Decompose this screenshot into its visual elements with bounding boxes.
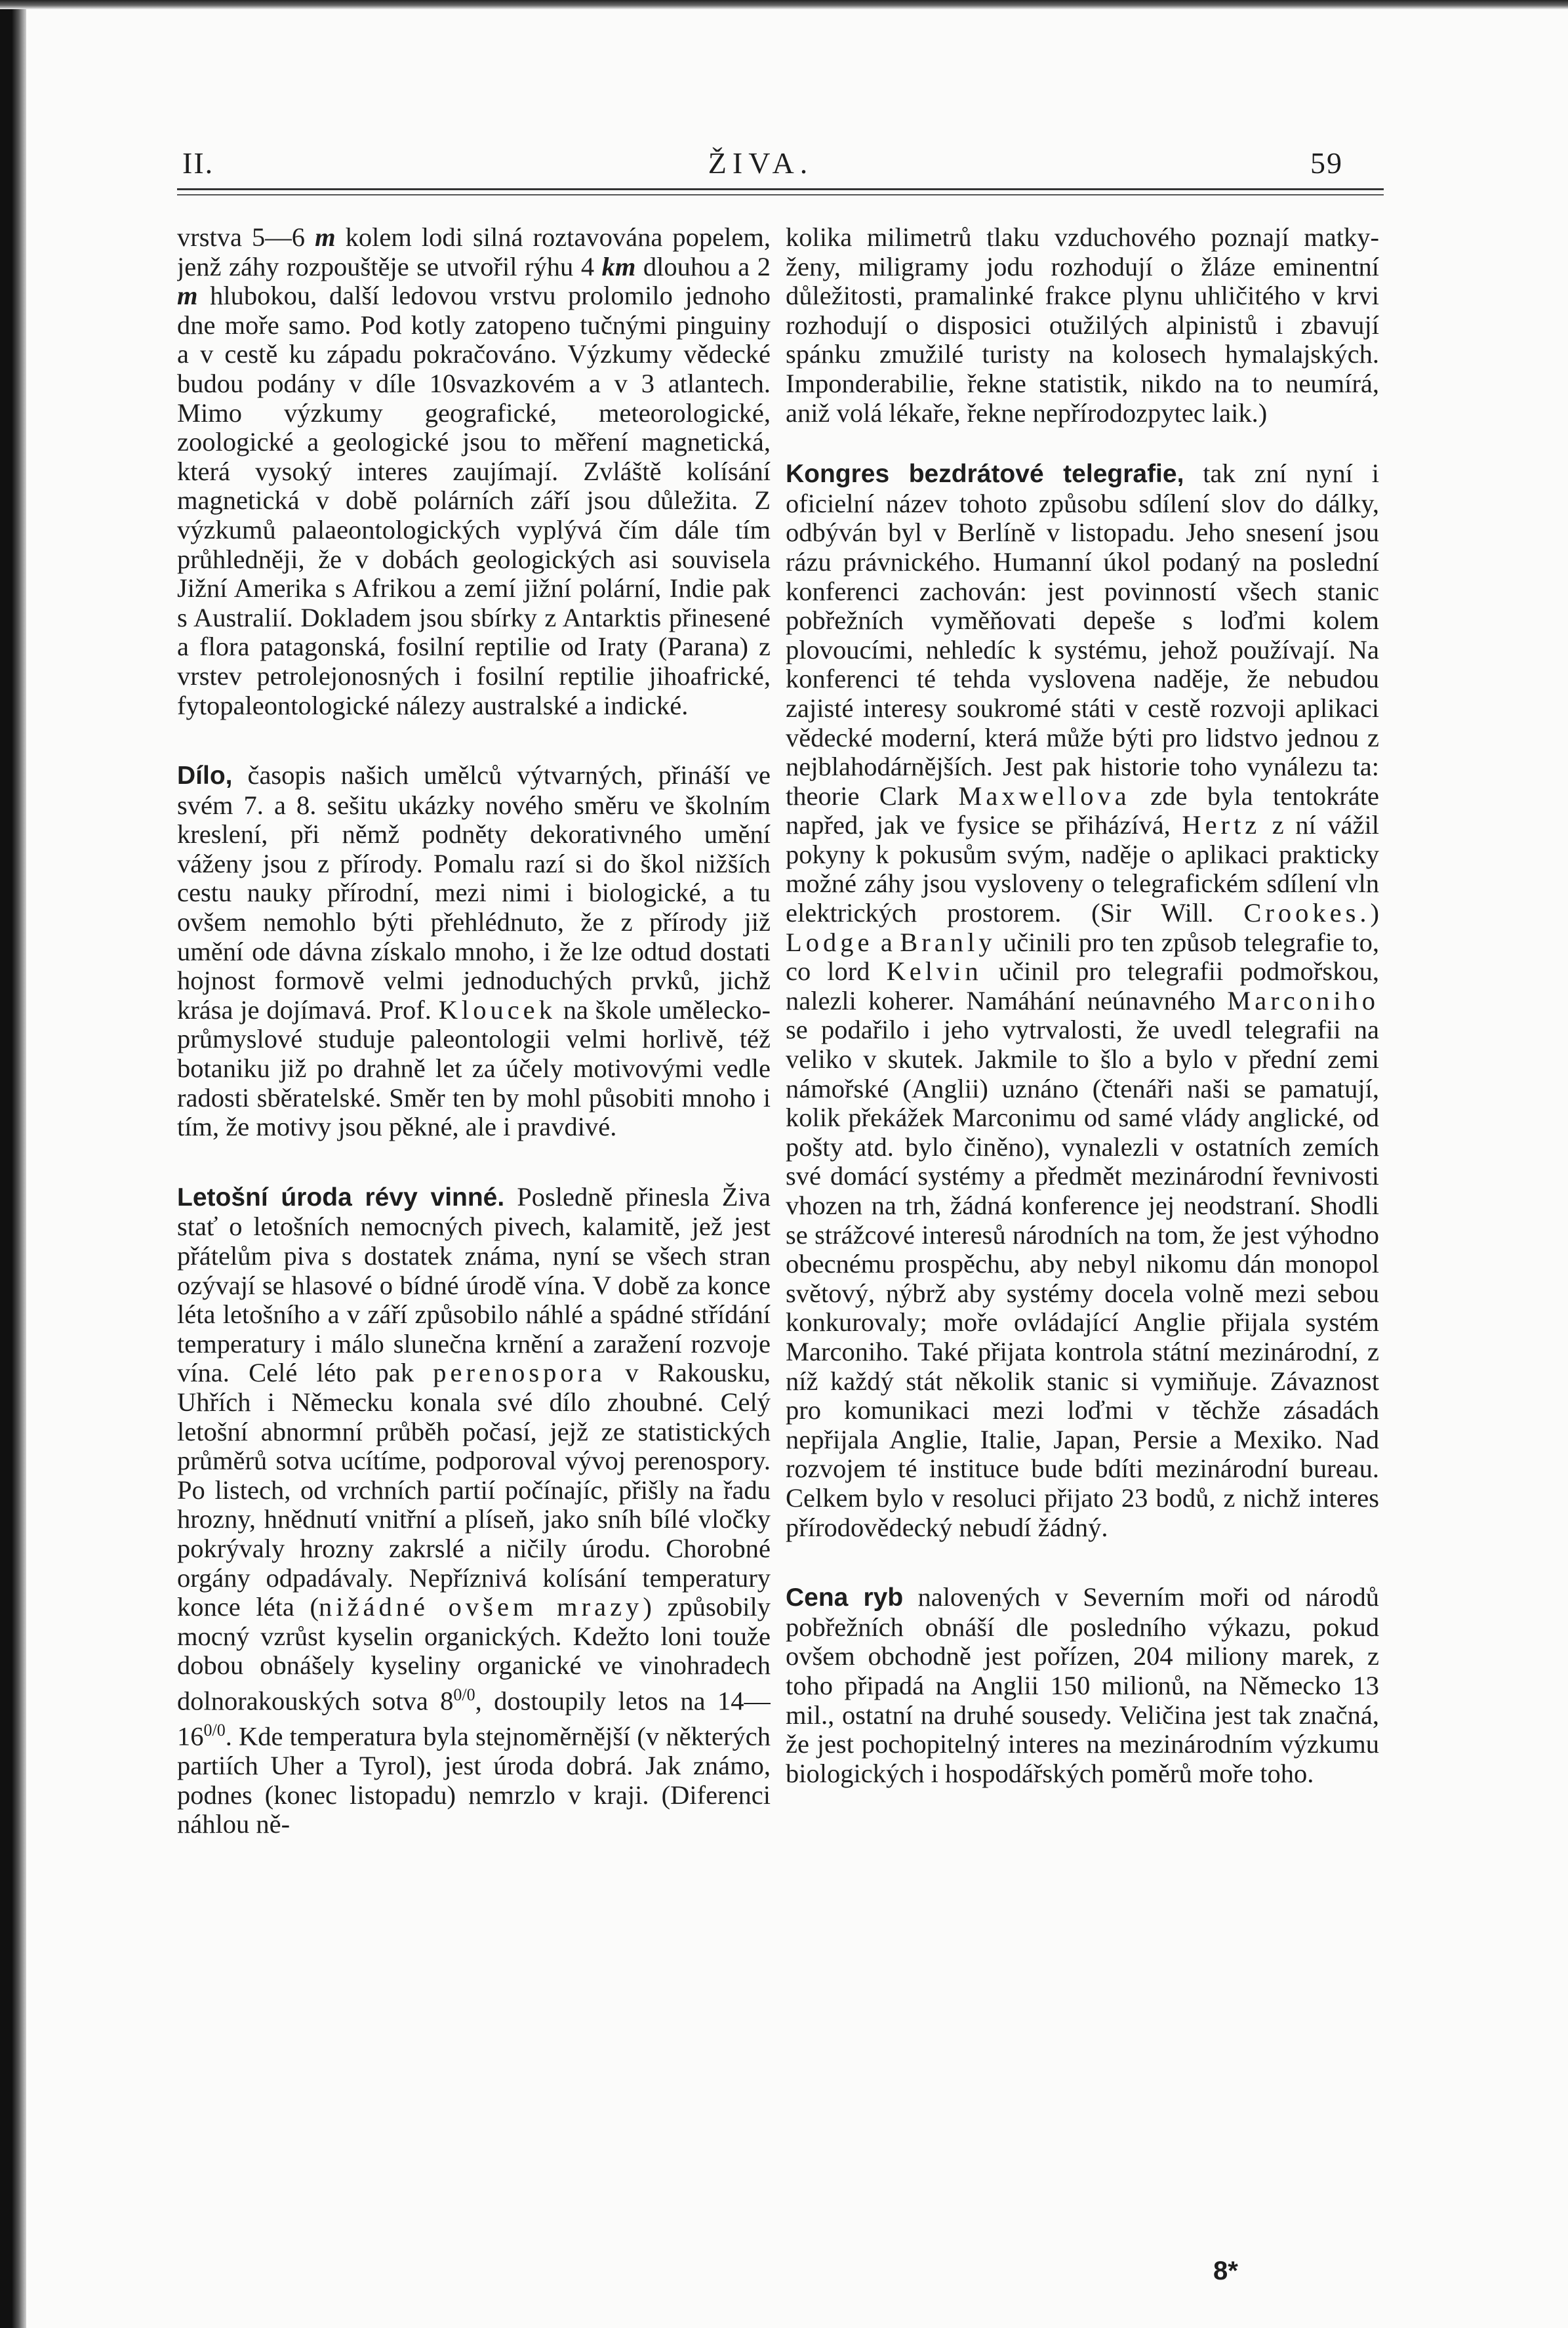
- text-run: zde byla tentokráte napřed, jak ve fysice se přiházívá,: [786, 781, 1379, 840]
- header-rule-bottom: [177, 194, 1384, 195]
- section-heading-wine: Letošní úroda révy vinné.: [177, 1183, 505, 1212]
- text-run: hlubokou, další ledovou vrstvu prolomilo jednoho dne moře samo. Pod kotly zatopeno tučnými pinguiny a v cestě ku západu pokračováno. Výzkumy vědecké budou podány v díle 10svazkovém a v 3 atlantech. Mimo výzkumy geografické, meteorologické, zoologické a geologické jsou to měření magnetická, která vysoký interes zaujímají. Zvláště kolísání magnetická v době polárních září jsou důležita. Z výzkumů palaeontologických vyplývá čím dále tím průhledněji, že v dobách geologických asi souvisela Jižní Amerika s Afrikou a zemí jižní polární, Indie pak s Australií. Dokladem jsou sbírky z Antarktis přinesené a flora patagonská, fosilní reptilie od Iraty (Parana) z vrstev petrolejonosných i fosilní reptilie jihoafrické, fytopaleontologické nálezy australské a indické.: [177, 281, 771, 720]
- text-run: se podařilo i jeho vytrvalosti, že uvedl telegrafii na veliko v skutek. Jakmile to šlo a bylo v přední zemi námořské (Anglii) uznáno (čtenáři naši se pamatují, kolik překážek Marconimu od samé vlády anglické, od pošty atd. bylo činěno), vynalezli v ostatních zemích své domácí systémy a předmět mezinárodní řevnivosti vhozen na trh, žádná konference jej neodstraní. Shodli se strážcové interesů národních na tom, že jest výhodno obecnému prospěchu, aby nebyl nikomu dán monopol světový, nýbrž aby systémy docela volně mezi sebou konkurovaly; moře ovládající Anglie přijala systém Marconiho. Také přijata kontrola státní mezinárodní, z níž každý stát několik stanic si vymiňuje. Závaznost pro komunikaci mezi loďmi v těchže zásadách nepřijala Anglie, Italie, Japan, Persie a Mexiko. Nad rozvojem té instituce bude bdíti mezinárodní bureau. Celkem bylo v resoluci přijato 23 bodů, z nichž interes přírodovědecký nebudí žádný.: [786, 1015, 1379, 1542]
- paragraph-continuation: [786, 223, 1379, 428]
- text-run: učinil pro telegrafii podmořskou, nalezli koherer. Namáhání neúnavného: [786, 956, 1379, 1015]
- section-heading-fish: Cena ryb: [786, 1583, 904, 1612]
- text-run: tak zní nyní i oficielní název tohoto způsobu sdílení slov do dálky, odbýván byl v Berlíně v listopadu. Jeho snesení jsou rázu právnického. Humanní úkol podaný na poslední konferenci zachován: jest povinností všech stanic pobřežních vyměňovati depeše s loďmi kolem plovoucími, nehledíc k systému, jehož používají. Na konferenci té tehda vyslovena naděje, že nebudou zajisté interesy soukromé státi v cestě rozvoji aplikaci vědecké moderní, která může býti pro lidstvo jednou z nejblahodárnějších. Jest pak historie toho vynálezu ta: theorie Clark: [786, 459, 1379, 811]
- paragraph-dilo: [177, 761, 771, 1142]
- scan-edge-left: [0, 0, 26, 2328]
- text-run: na škole umělecko-průmyslové studuje paleontologii velmi horlivě, též botaniku již po drahně let za účely motivovými vedle radosti sběratelské. Směr ten by mohl působiti mnoho i tím, že motivy jsou pěkné, ale i pravdivé.: [177, 994, 771, 1142]
- text-run: v Rakousku, Uhřích i Německu konala své dílo zhoubné. Celý letošní abnormní průběh počasí, jejž ze statistických průměrů sotva ucítíme, podporoval vývoj perenospory. Po listech, od vrchních partií počínajíc, přišly na řadu hrozny, hnědnutí vnitřní a plíseň, jako sníh bílé vločky pokrývaly hrozny zakrslé a ničily úrodu. Chorobné orgány odpadávaly. Nepříznivá kolísání temperatury konce léta (: [177, 1358, 771, 1622]
- text-run: dlouhou a 2: [635, 251, 771, 281]
- text-run: ): [1370, 898, 1379, 928]
- paragraph-wine-harvest: [177, 1183, 771, 1839]
- text-run: nalovených v Severním moři od národů pobřežních obnáší dle posledního výkazu, pokud ovšem obchodně jest pořízen, 204 miliony marek, z toho připadá na Anglii 150 milionů, na Německo 13 mil., ostatní na druhé sousedy. Veličina jest tak značná, že jest pochopitelný interes na mezinárodním výzkumu biologických i hospodářských poměrů moře toho.: [786, 1582, 1379, 1788]
- text-run: vrstva 5—6: [177, 223, 315, 252]
- term-perenospora: perenospora: [433, 1358, 607, 1388]
- paragraph-telegraphy: [786, 459, 1379, 1542]
- scan-edge-top: [0, 0, 1568, 9]
- volume-number: II.: [182, 146, 214, 180]
- text-run: kolika milimetrů tlaku vzduchového poznají matky-ženy, miligramy jodu rozhodují o žláze eminentní důležitosti, pramalinké frakce plynu uhličitého v krvi rozhodují o disposici otužilých alpinistů i zbavují spánku zmužilé turisty na kolosech hymalajských. Imponderabilie, řekne statistik, nikdo na to neumírá, aniž volá lékaře, řekne nepřírodozpytec laik.): [786, 223, 1379, 428]
- person-name-crookes: Crookes.: [1243, 898, 1371, 928]
- person-name-marconi: Marconiho: [1227, 985, 1379, 1015]
- percent-sign: 0/0: [203, 1721, 226, 1740]
- section-heading-dilo: Dílo,: [177, 762, 233, 790]
- section-heading-telegraphy: Kongres bezdrátové telegrafie,: [786, 460, 1184, 489]
- unit-m: m: [315, 223, 336, 252]
- text-run: časopis našich umělců výtvarných, přináší ve svém 7. a 8. sešitu ukázky nového směru ve školním kreslení, při němž podněty dekorativného umění váženy jsou z přírody. Pomalu razí si do škol nižších cestu nauky přírodní, mezi nimi i biologické, a tu ovšem nemohlo býti přehlédnuto, že z přírody již umění ode dávna získalo mnoho, i že lze odtud dostati hojnost formově velmi jednoduchých prvků, jichž krása je dojímavá. Prof.: [177, 760, 771, 1025]
- text-run: kolem lodi silná roztavována popelem, jenž záhy rozpouštěje se utvořil rýhu 4: [177, 223, 771, 281]
- person-name-hertz: Hertz: [1182, 810, 1261, 840]
- text-run: a: [873, 927, 900, 957]
- header-rule-top: [177, 188, 1384, 190]
- left-column: [177, 223, 771, 2217]
- person-name-maxwell: Maxwellova: [958, 781, 1131, 811]
- text-run: , dostoupily letos na 14—16: [177, 1686, 771, 1751]
- text-run: učinili pro ten způsob telegrafie to, co lord: [786, 927, 1379, 987]
- text-run: z ní vážil pokyny k pokusům svým, naděje o aplikaci prakticky možné záhy jsou vysloveny o telegrafickém sdílení vln elektrických prostorem. (Sir Will.: [786, 810, 1379, 928]
- text-run: . Kde temperatura byla stejnoměrnější (v některých partiích Uher a Tyrol), jest úroda dobrá. Jak známo, podnes (konec listopadu) nemrzlo v kraji. (Diferenci náhlou ně-: [177, 1721, 771, 1839]
- person-name-kloucek: Kloucek: [438, 994, 556, 1025]
- text-run: ) způsobily mocný vzrůst kyselin organických. Kdežto loni touže dobou obnášely kyseliny organické ve vinohradech dolnorakouských sotva 8: [177, 1592, 771, 1716]
- person-name-branly: Branly: [900, 927, 996, 957]
- paragraph-antarctic: [177, 223, 771, 720]
- right-column: [786, 223, 1379, 2217]
- page-number: 59: [1310, 146, 1343, 180]
- unit-m: m: [177, 281, 198, 311]
- text-run: Posledně přinesla Živa stať o letošních nemocných pivech, kalamitě, jež jest přátelům piva s dostatek známa, nyní se všech stran ozývají se hlasové o bídné úrodě vína. V době za konce léta letošního a v září způsobilo náhlé a spádné střídání temperatury i málo slunečna krnění a zaražení rozvoje vína. Celé léto pak: [177, 1181, 771, 1388]
- journal-title: ŽIVA.: [708, 146, 814, 180]
- paragraph-fish-price: [786, 1583, 1379, 1788]
- percent-sign: 0/0: [453, 1685, 475, 1704]
- unit-km: km: [601, 251, 636, 281]
- running-header: [177, 146, 1344, 185]
- signature-mark: 8*: [1213, 2257, 1238, 2285]
- spaced-phrase: nižádné ovšem mrazy: [319, 1592, 643, 1622]
- person-name-lodge: Lodge: [786, 927, 874, 957]
- person-name-kelvin: Kelvin: [886, 956, 982, 987]
